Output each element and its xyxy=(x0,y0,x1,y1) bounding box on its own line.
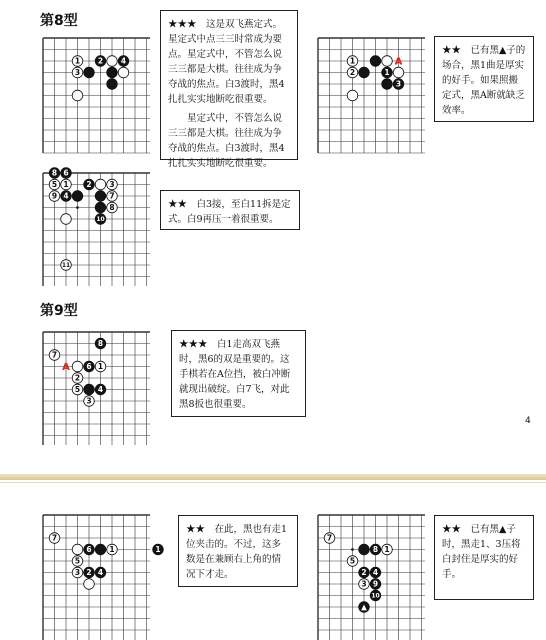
white-stone xyxy=(72,544,83,555)
stone-number: 3 xyxy=(74,568,81,578)
stone-number: 6 xyxy=(63,168,69,178)
board-grid xyxy=(318,38,425,153)
stone-number: 2 xyxy=(361,568,367,578)
white-stone xyxy=(347,90,358,101)
white-stone xyxy=(61,214,72,225)
stone-number: 10 xyxy=(96,216,105,224)
stone-number: 2 xyxy=(86,568,92,578)
stone-number: 4 xyxy=(63,191,69,201)
stone-number: 1 xyxy=(349,56,356,66)
board-grid xyxy=(43,173,150,286)
stone-number: 11 xyxy=(61,262,71,270)
stone-number: 1 xyxy=(74,56,81,66)
stone-number: 8 xyxy=(109,203,115,213)
note-1-para-1: ★★★ 这是双飞燕定式。星定式中点三三时常成为要点。星定式中，不管怎么说三三都是大棋。往往成为争夺战的焦点。白3渡时，黑4扎扎实实地断吃很重要。 xyxy=(168,19,285,105)
stone-number: 4 xyxy=(372,568,379,578)
white-stone xyxy=(393,67,404,78)
stone-number: 7 xyxy=(51,350,58,360)
white-stone xyxy=(95,179,106,190)
section-heading-type8: 第8型 xyxy=(40,13,78,29)
note-box-4 xyxy=(171,330,306,417)
stone-number: ▲ xyxy=(361,602,367,612)
black-stone xyxy=(95,191,106,202)
black-stone xyxy=(84,67,95,78)
white-stone xyxy=(382,56,393,67)
stone-number: 1 xyxy=(384,68,390,78)
white-stone xyxy=(118,67,129,78)
stone-number: 8 xyxy=(97,339,104,349)
stone-number: 3 xyxy=(395,79,402,89)
black-stone xyxy=(359,544,370,555)
stone-number: 5 xyxy=(74,385,81,395)
board-grid xyxy=(318,515,425,640)
note-5-text: ★★ 在此，黑也有走1位夹击的。不过，这多数是在兼顾右上角的情况下才走。 xyxy=(186,524,288,580)
stone-number: 1 xyxy=(63,180,69,190)
stone-number: 1 xyxy=(97,362,104,372)
black-stone xyxy=(72,191,83,202)
star-point xyxy=(76,206,79,209)
note-4-text: ★★★ 白1走高双飞燕时，黑6的双是重要的。这手棋若在A位挡，被白冲断就现出破绽。白7飞，对此黑8扳也很重要。 xyxy=(179,339,291,410)
black-stone xyxy=(95,202,106,213)
black-stone xyxy=(95,544,106,555)
stone-number: 9 xyxy=(51,191,58,201)
board-grid xyxy=(43,38,150,153)
board-grid xyxy=(43,515,150,640)
stone-number: 6 xyxy=(86,362,92,372)
page-number: 4 xyxy=(525,416,531,426)
note-box-6 xyxy=(434,515,534,600)
stone-number: 4 xyxy=(120,56,127,66)
white-stone xyxy=(107,56,118,67)
note-3-text: ★★ 白3接，至白11拆是定式。白9再压一着很重要。 xyxy=(168,199,291,225)
stone-number: 1 xyxy=(109,545,115,555)
go-board-d2 xyxy=(315,36,425,153)
white-stone xyxy=(72,90,83,101)
stone-number: 1 xyxy=(384,545,390,555)
note-box-2 xyxy=(434,36,534,122)
stone-number: 6 xyxy=(86,545,92,555)
black-stone xyxy=(84,384,95,395)
stone-number: 8 xyxy=(51,168,58,178)
stone-number: 3 xyxy=(361,579,367,589)
note-6-text: ★★ 已有黑▲子时，黑走1、3压将白封住是厚实的好手。 xyxy=(442,524,521,580)
stone-number: 3 xyxy=(109,180,115,190)
go-board-d1 xyxy=(40,36,150,153)
go-board-d3 xyxy=(40,168,150,286)
stone-number: 9 xyxy=(372,579,379,589)
star-point xyxy=(351,548,354,551)
stone-number: 2 xyxy=(86,180,92,190)
white-stone xyxy=(84,579,95,590)
stone-number: 2 xyxy=(74,373,81,383)
note-box-1 xyxy=(160,10,298,169)
stone-number: 5 xyxy=(349,556,356,566)
stone-number: 4 xyxy=(97,568,104,578)
note-2-text: ★★ 已有黑▲子的场合，黑1曲是厚实的好手。如果照搬定式，黑A断就缺乏效率。 xyxy=(442,45,526,116)
black-stone xyxy=(107,67,118,78)
go-board-d6 xyxy=(315,513,425,640)
black-stone xyxy=(370,56,381,67)
stone-number: 8 xyxy=(372,545,379,555)
stone-number: 7 xyxy=(51,533,58,543)
page-divider-line xyxy=(0,482,546,483)
stone-number: 4 xyxy=(97,385,104,395)
note-1-para-2: 星定式中，不管怎么说三三都是大棋。往往成为争夺战的焦点。白3渡时，黑4扎扎实实地断吃很重要。 xyxy=(168,113,285,169)
stone-number: 10 xyxy=(371,592,380,600)
stone-number: 2 xyxy=(349,68,356,78)
note-box-5 xyxy=(178,515,298,587)
position-marker: A xyxy=(394,56,403,68)
white-stone xyxy=(72,361,83,372)
stone-number: 3 xyxy=(74,68,81,78)
position-marker: A xyxy=(62,362,70,373)
go-board-d5 xyxy=(40,513,161,640)
stone-number: 2 xyxy=(97,56,104,66)
section-heading-type9: 第9型 xyxy=(40,303,78,319)
stone-number: 3 xyxy=(86,396,92,406)
stone-number: 7 xyxy=(109,191,115,201)
go-board-d4 xyxy=(40,330,150,445)
stone-number: 5 xyxy=(51,180,58,190)
stone-number: 1 xyxy=(155,545,161,555)
stone-number: 7 xyxy=(326,533,333,543)
black-stone xyxy=(382,79,393,90)
black-stone xyxy=(107,79,118,90)
note-box-3 xyxy=(160,190,300,230)
black-stone xyxy=(359,67,370,78)
page-divider xyxy=(0,474,546,480)
stone-number: 5 xyxy=(74,556,81,566)
